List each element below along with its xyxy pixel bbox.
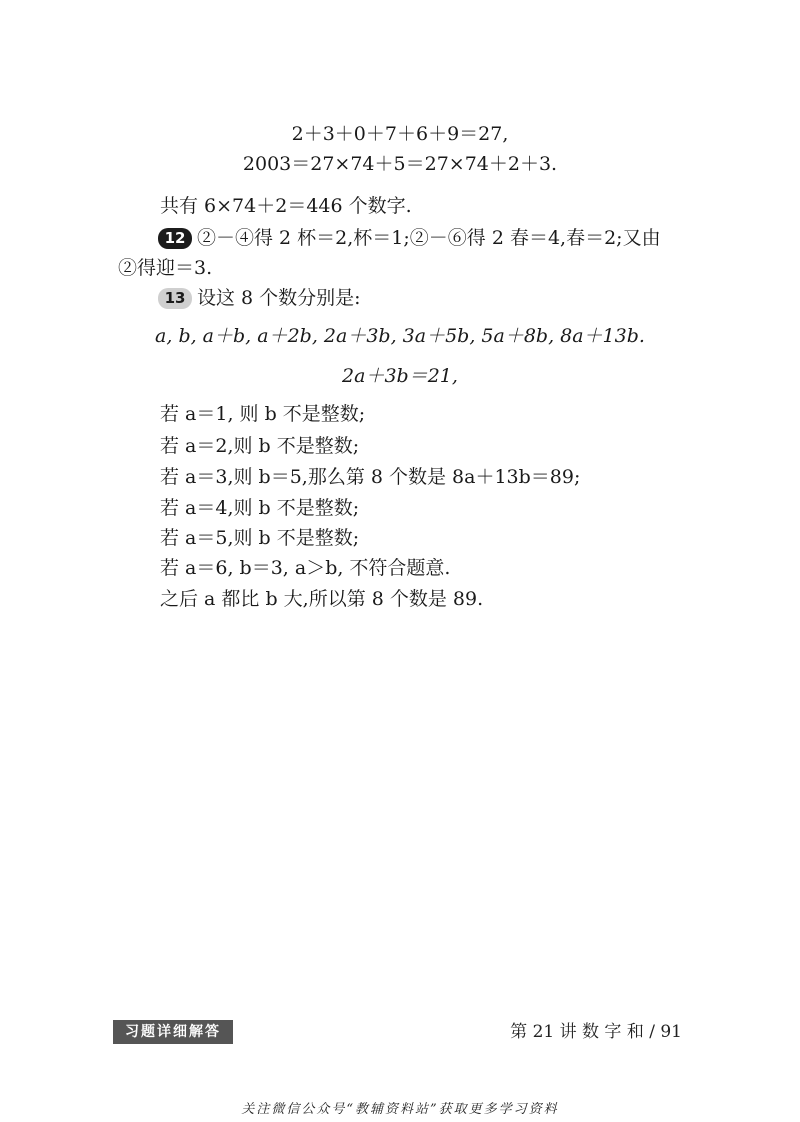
problem-12-line-2: ②得迎＝3. bbox=[118, 257, 213, 279]
case-line: 若 a＝6, b＝3, a＞b, 不符合题意. bbox=[160, 557, 451, 579]
problem-12-badge: 12 bbox=[158, 228, 192, 249]
total-digits-text: 共有 6×74＋2＝446 个数字. bbox=[160, 195, 412, 217]
equation-division: 2003＝27×74＋5＝27×74＋2＋3. bbox=[242, 153, 558, 175]
conclusion-line: 之后 a 都比 b 大,所以第 8 个数是 89. bbox=[160, 588, 484, 610]
case-line: 若 a＝1, 则 b 不是整数; bbox=[160, 403, 366, 425]
problem-13-intro: 设这 8 个数分别是: bbox=[197, 287, 361, 309]
case-line: 若 a＝4,则 b 不是整数; bbox=[160, 497, 360, 519]
case-line: 若 a＝5,则 b 不是整数; bbox=[160, 527, 360, 549]
section-tag: 习题详细解答 bbox=[113, 1020, 233, 1044]
problem-12-text: ②－④得 2 杯＝2,杯＝1;②－⑥得 2 春＝4,春＝2;又由 bbox=[197, 227, 661, 249]
problem-13-badge: 13 bbox=[158, 288, 192, 309]
case-line: 若 a＝3,则 b＝5,那么第 8 个数是 8a＋13b＝89; bbox=[160, 466, 581, 488]
sequence-line: a, b, a＋b, a＋2b, 2a＋3b, 3a＋5b, 5a＋8b, 8a＋13b. bbox=[155, 325, 645, 347]
chapter-page-number: 第 21 讲 数 字 和 / 91 bbox=[510, 1022, 682, 1042]
problem-12-line-1 bbox=[158, 226, 661, 250]
key-equation: 2a＋3b＝21, bbox=[342, 365, 458, 387]
case-line: 若 a＝2,则 b 不是整数; bbox=[160, 435, 360, 457]
problem-13-intro-line bbox=[158, 286, 361, 310]
equation-digit-sum: 2＋3＋0＋7＋6＋9＝27, bbox=[291, 123, 509, 145]
watermark-text: 关注微信公众号“教辅资料站”获取更多学习资料 bbox=[241, 1102, 559, 1117]
